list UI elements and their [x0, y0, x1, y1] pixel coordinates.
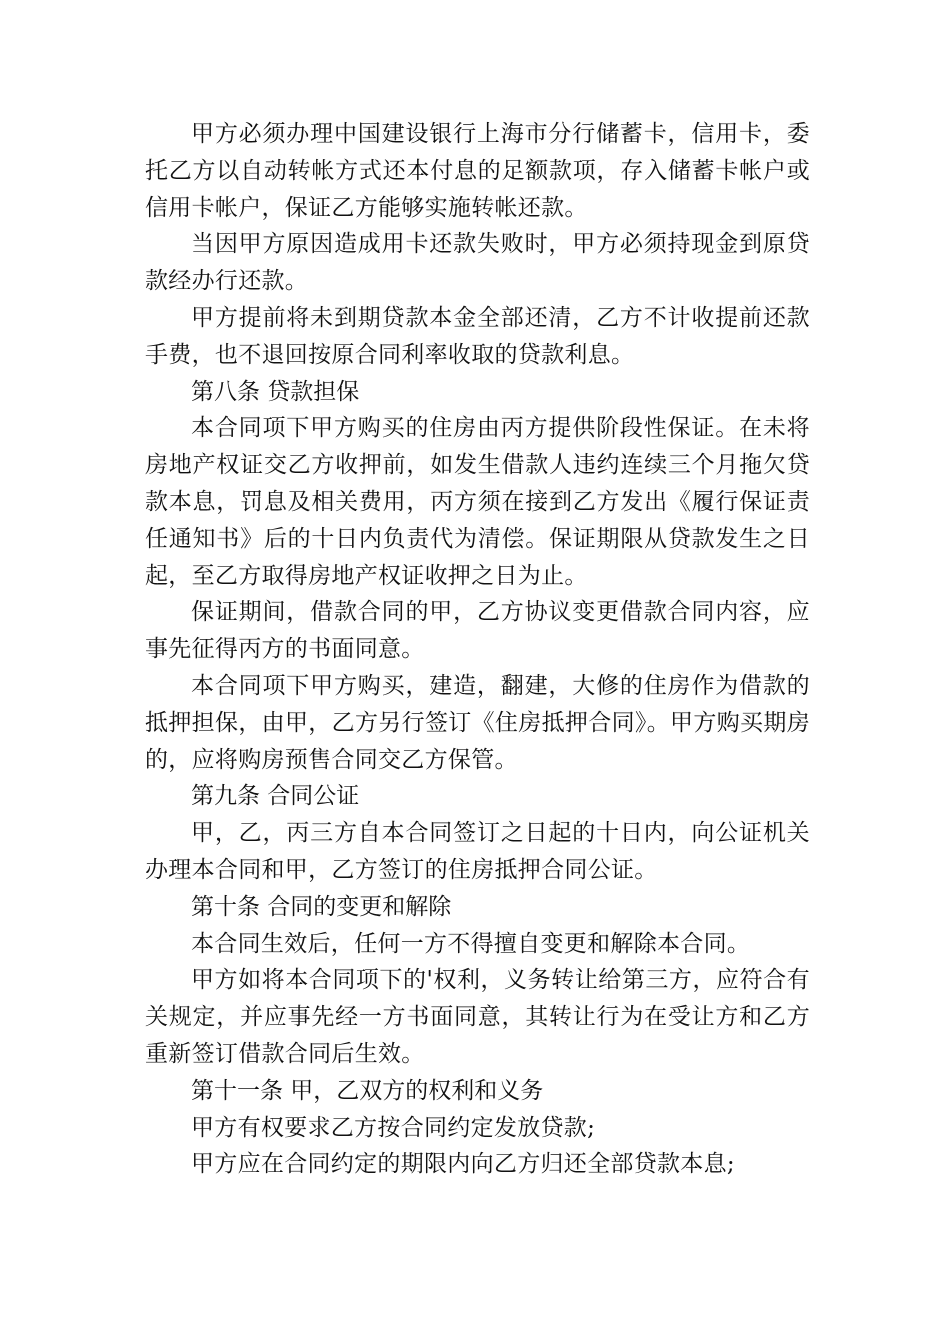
paragraph-mortgage: 本合同项下甲方购买，建造，翻建，大修的住房作为借款的抵押担保，由甲，乙方另行签订《住房抵押合同》。甲方购买期房的，应将购房预售合同交乙方保管。 — [145, 672, 810, 773]
section-heading-article-8: 第八条 贷款担保 — [191, 378, 360, 405]
section-heading-article-11: 第十一条 甲，乙双方的权利和义务 — [191, 1077, 544, 1104]
document-body — [145, 116, 810, 1183]
paragraph-transfer-rights: 甲方如将本合同项下的'权利，义务转让给第三方，应符合有关规定，并应事先经一方书面同意，其转让行为在受让方和乙方重新签订借款合同后生效。 — [145, 967, 810, 1067]
paragraph-card-failure: 当因甲方原因造成用卡还款失败时，甲方必须持现金到原贷款经办行还款。 — [145, 231, 810, 295]
paragraph-notarization: 甲，乙，丙三方自本合同签订之日起的十日内，向公证机关办理本合同和甲，乙方签订的住房抵押合同公证。 — [145, 820, 810, 883]
paragraph-guarantee-period: 保证期间，借款合同的甲，乙方协议变更借款合同内容，应事先征得丙方的书面同意。 — [145, 599, 810, 663]
paragraph-right-to-request-loan: 甲方有权要求乙方按合同约定发放贷款; — [191, 1114, 596, 1141]
paragraph-transfer-repayment: 甲方必须办理中国建设银行上海市分行储蓄卡，信用卡，委托乙方以自动转帐方式还本付息的足额款项，存入储蓄卡帐户或信用卡帐户，保证乙方能够实施转帐还款。 — [145, 121, 810, 221]
section-heading-article-10: 第十条 合同的变更和解除 — [191, 893, 452, 920]
section-heading-article-9: 第九条 合同公证 — [191, 783, 360, 810]
paragraph-guarantee: 本合同项下甲方购买的住房由丙方提供阶段性保证。在未将房地产权证交乙方收押前，如发生借款人违约连续三个月拖欠贷款本息，罚息及相关费用，丙方须在接到乙方发出《履行保证责任通知书》后的十日内负责代为清偿。保证期限从贷款发生之日起，至乙方取得房地产权证收押之日为止。 — [145, 415, 810, 589]
paragraph-obligation-to-repay: 甲方应在合同约定的期限内向乙方归还全部贷款本息; — [191, 1151, 735, 1178]
paragraph-early-repayment: 甲方提前将未到期贷款本金全部还清，乙方不计收提前还款手费，也不退回按原合同利率收取的贷款利息。 — [145, 304, 810, 368]
paragraph-no-unilateral-change: 本合同生效后，任何一方不得擅自变更和解除本合同。 — [191, 930, 751, 957]
